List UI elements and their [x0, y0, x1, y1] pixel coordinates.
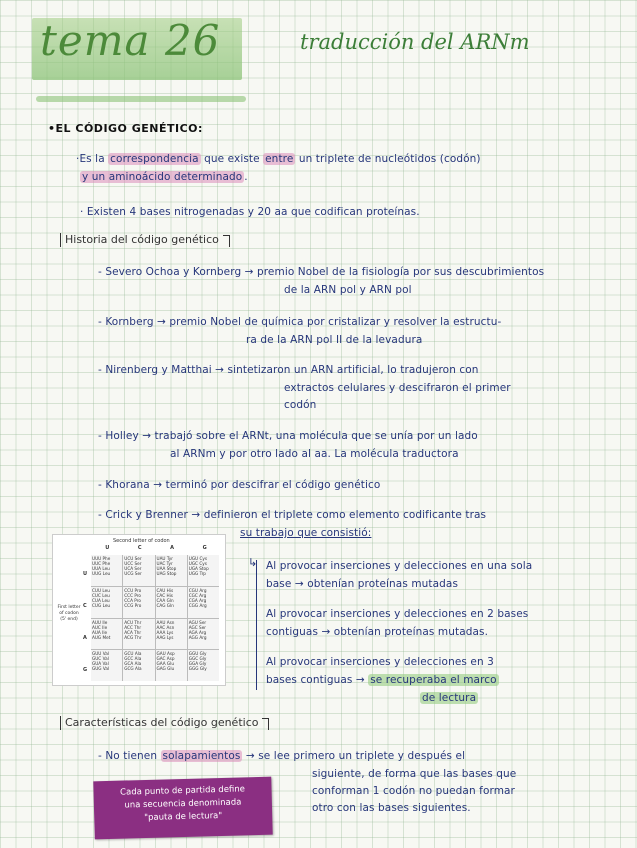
history-2-l2: ra de la ARN pol II de la levadura — [246, 334, 423, 346]
codon-cell: CCU Pro CCC Pro CCA Pro CCG Pro — [123, 587, 154, 618]
history-3-l2: extractos celulares y descifraron el primer — [284, 382, 511, 394]
experiment-3-l2 — [266, 672, 499, 689]
codon-cell: GAU Asp GAC Asp GAA Glu GAG Glu — [156, 650, 187, 681]
codon-table-title: Second letter of codon — [113, 538, 170, 544]
history-1-l2: de la ARN pol y ARN pol — [284, 284, 412, 296]
codon-columns — [91, 545, 221, 551]
codon-cell: UAU Tyr UAC Tyr UAA Stop UAG Stop — [156, 555, 187, 586]
row-label: C — [83, 603, 87, 609]
column-label: C — [137, 545, 142, 551]
text: un triplete de nucleótidos (codón) — [295, 153, 481, 165]
codon-cell: UCU Ser UCC Ser UCA Ser UCG Ser — [123, 555, 154, 586]
codon-grid — [91, 555, 219, 681]
bracket-mark — [262, 718, 269, 730]
features-l1 — [98, 748, 465, 765]
codon-cell: CGU Arg CGC Arg CGA Arg CGG Arg — [188, 587, 219, 618]
text: Características del código genético — [65, 716, 259, 729]
row-label: U — [83, 571, 88, 577]
text: que existe — [200, 153, 264, 165]
history-5-l1: - Khorana → terminó por descifrar el código genético — [98, 479, 381, 491]
codon-cell: AUU Ile AUC Ile AUA Ile AUG Met — [91, 619, 122, 650]
page-subtitle: traducción del ARNm — [300, 30, 530, 54]
history-2-l1: - Kornberg → premio Nobel de química por cristalizar y resolver la estructu- — [98, 316, 502, 328]
features-l2: siguiente, de forma que las bases que — [312, 768, 517, 780]
codon-cell: GUU Val GUC Val GUA Val GUG Val — [91, 650, 122, 681]
highlight-green: se recuperaba el marco — [370, 674, 497, 686]
intro-line-2 — [80, 169, 248, 186]
section-characteristics-title — [60, 716, 269, 730]
text: - No tienen — [98, 750, 161, 762]
section-heading: •EL CÓDIGO GENÉTICO: — [48, 122, 203, 135]
codon-cell: AAU Asn AAC Asn AAA Lys AAG Lys — [156, 619, 187, 650]
crick-l2: su trabajo que consistió: — [240, 527, 372, 539]
text: . — [244, 171, 248, 183]
text: ·Es la — [76, 153, 109, 165]
crick-l1: - Crick y Brenner → definieron el triplete como elemento codificante tras — [98, 509, 487, 521]
highlight-pink: y un aminoácido determinado — [82, 171, 243, 183]
title-underline — [36, 96, 246, 102]
highlight-pink: solapamientos — [162, 750, 241, 762]
codon-cell: AGU Ser AGC Ser AGA Arg AGG Arg — [188, 619, 219, 650]
intro-line-1 — [76, 151, 481, 168]
bracket-line — [256, 560, 263, 690]
note-line: Cada punto de partida define — [119, 784, 246, 798]
page-title: tema 26 — [40, 16, 221, 65]
history-3-l1: - Nirenberg y Matthai → sintetizaron un ARN artificial, lo tradujeron con — [98, 364, 479, 376]
highlight-green: de lectura — [422, 692, 477, 704]
note-line: una secuencia denominada — [124, 797, 242, 811]
codon-cell: GCU Ala GCC Ala GCA Ala GCG Ala — [123, 650, 154, 681]
text: Historia del código genético — [65, 233, 219, 246]
history-1-l1: - Severo Ochoa y Kornberg → premio Nobel de la fisiología por sus descubrimientos — [98, 266, 545, 278]
note-line: "pauta de lectura" — [144, 810, 223, 824]
codon-cell: CAU His CAC His CAA Gln CAG Gln — [156, 587, 187, 618]
codon-cell: CUU Leu CUC Leu CUA Leu CUG Leu — [91, 587, 122, 618]
codon-cell: UGU Cys UGC Cys UGA Stop UGG Trp — [188, 555, 219, 586]
experiment-1-l2: base → obtenían proteínas mutadas — [266, 578, 459, 590]
bracket-mark — [223, 235, 230, 247]
codon-cell: ACU Thr ACC Thr ACA Thr ACG Thr — [123, 619, 154, 650]
codon-cell: UUU Phe UUC Phe UUA Leu UUG Leu — [91, 555, 122, 586]
history-3-l3: codón — [284, 399, 317, 411]
column-label: U — [105, 545, 110, 551]
codon-cell: GGU Gly GGC Gly GGA Gly GGG Gly — [188, 650, 219, 681]
experiment-3-l3 — [420, 690, 478, 707]
history-4-l1: - Holley → trabajó sobre el ARNt, una molécula que se unía por un lado — [98, 430, 478, 442]
column-label: G — [202, 545, 207, 551]
features-l3: conforman 1 codón no puedan formar — [312, 785, 515, 797]
arrow-icon: ↳ — [248, 556, 258, 569]
highlight-pink: correspondencia — [110, 153, 199, 165]
experiment-1-l1: Al provocar inserciones y delecciones en una sola — [266, 560, 533, 572]
codon-table — [52, 534, 226, 686]
experiment-2-l2: contiguas → obtenían proteínas mutadas. — [266, 626, 489, 638]
column-label: A — [170, 545, 175, 551]
text: bases contiguas → — [266, 674, 369, 686]
experiment-2-l1: Al provocar inserciones y delecciones en 2 bases — [266, 608, 529, 620]
highlight-pink: entre — [265, 153, 294, 165]
codon-side-label: First letter of codon (5' end) — [57, 605, 81, 622]
history-4-l2: al ARNm y por otro lado al aa. La molécula traductora — [170, 448, 459, 460]
row-label: A — [83, 635, 87, 641]
intro-line-3: · Existen 4 bases nitrogenadas y 20 aa que codifican proteínas. — [80, 206, 420, 218]
features-l4: otro con las bases siguientes. — [312, 802, 471, 814]
row-label: G — [83, 667, 88, 673]
experiment-3-l1: Al provocar inserciones y delecciones en 3 — [266, 656, 494, 668]
text: → se lee primero un triplete y después el — [242, 750, 466, 762]
section-history-title — [60, 233, 230, 247]
sticky-note — [93, 777, 272, 840]
